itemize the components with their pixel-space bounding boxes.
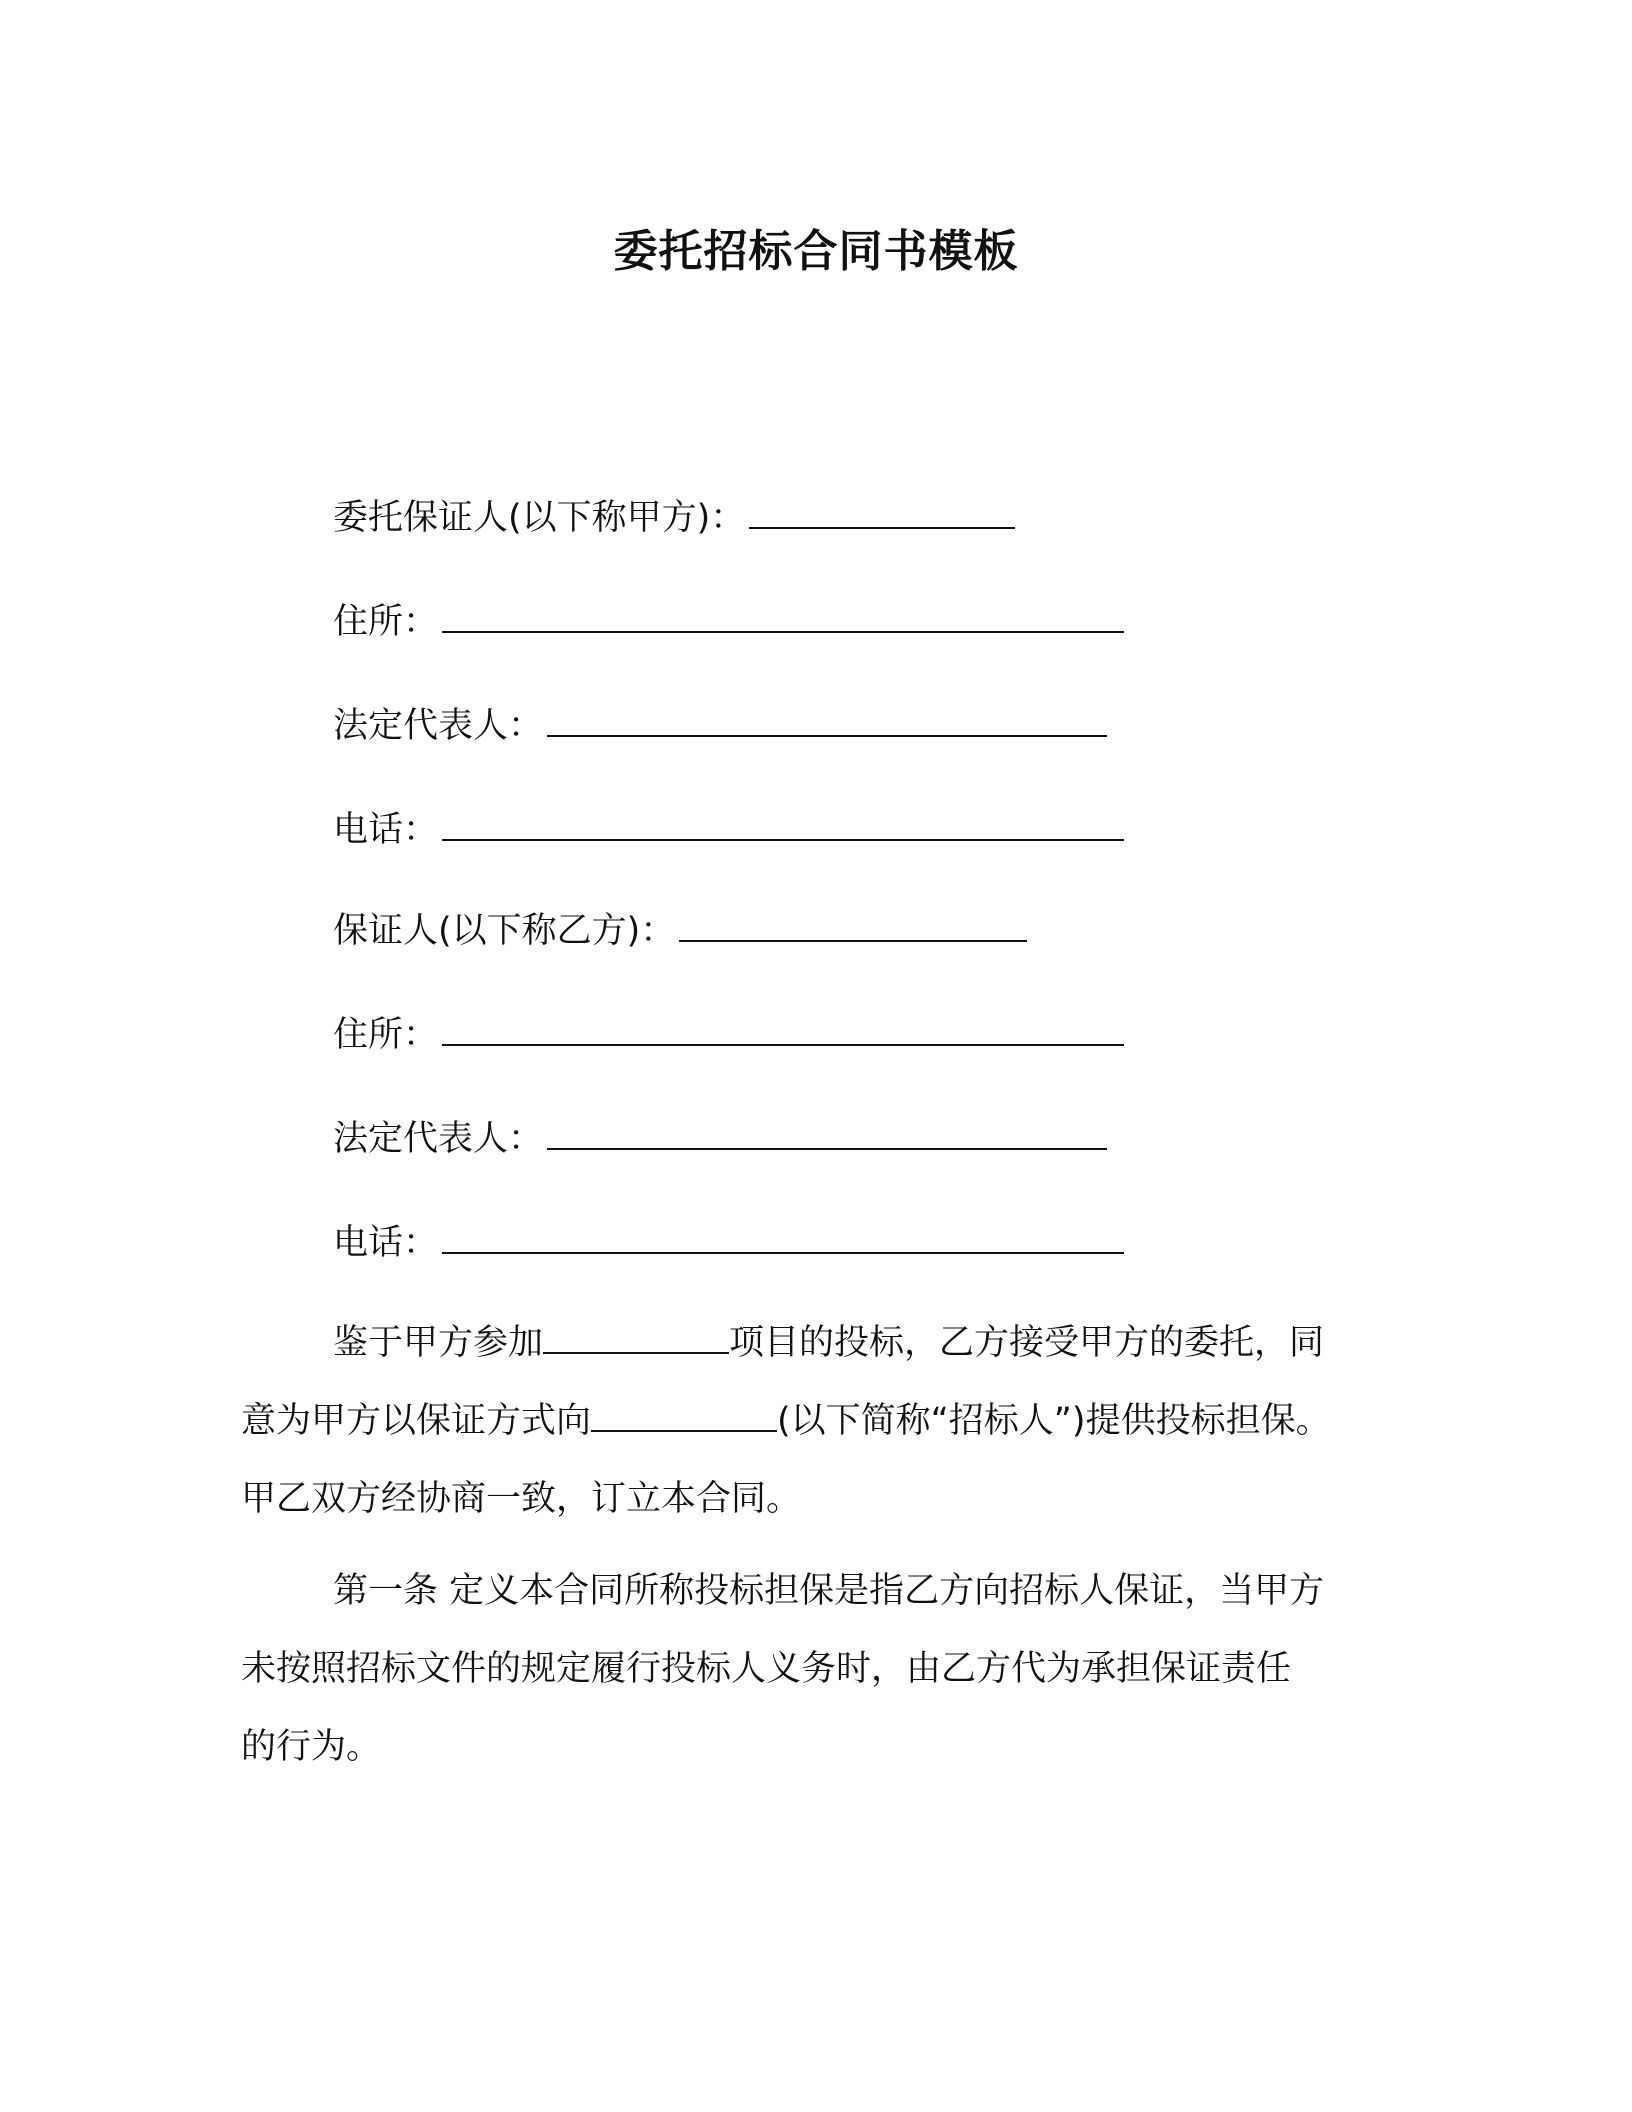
party-b-phone-label: 电话： bbox=[333, 1223, 439, 1263]
article-1-line-3: 的行为。 bbox=[241, 1727, 382, 1767]
party-a-legal-rep-blank[interactable] bbox=[547, 701, 1107, 737]
party-b-legal-rep-field bbox=[333, 1114, 1107, 1164]
article-1-line-2: 未按照招标文件的规定履行投标人义务时，由乙方代为承担保证责任 bbox=[241, 1649, 1292, 1689]
party-b-legal-rep-label: 法定代表人： bbox=[333, 1119, 544, 1159]
party-a-address-blank[interactable] bbox=[442, 597, 1124, 633]
article-1-line-1: 第一条 定义本合同所称投标担保是指乙方向招标人保证，当甲方 bbox=[333, 1571, 1325, 1611]
preamble-paragraph bbox=[241, 1304, 1411, 1538]
preamble-line-1-end: 项目的投标，乙方接受甲方的委托，同 bbox=[729, 1323, 1325, 1363]
party-b-phone-blank[interactable] bbox=[442, 1218, 1124, 1254]
party-b-address-blank[interactable] bbox=[442, 1010, 1124, 1046]
party-a-name-blank[interactable] bbox=[749, 493, 1015, 529]
party-a-name-field bbox=[333, 493, 1015, 543]
preamble-line-2 bbox=[241, 1382, 1411, 1460]
party-a-address-field bbox=[333, 597, 1124, 647]
party-b-name-field bbox=[333, 906, 1027, 956]
preamble-line-1-start: 鉴于甲方参加 bbox=[333, 1323, 544, 1363]
party-b-phone-field bbox=[333, 1218, 1124, 1268]
party-a-legal-rep-field bbox=[333, 701, 1107, 751]
party-b-name-label: 保证人(以下称乙方)： bbox=[333, 911, 676, 951]
preamble-line-2-start: 意为甲方以保证方式向 bbox=[241, 1401, 592, 1441]
party-a-phone-blank[interactable] bbox=[442, 805, 1124, 841]
document-title: 委托招标合同书模板 bbox=[613, 226, 1019, 277]
preamble-line-3: 甲乙双方经协商一致，订立本合同。 bbox=[241, 1479, 802, 1519]
preamble-line-2-end: (以下简称“招标人”)提供投标担保。 bbox=[777, 1401, 1331, 1441]
party-b-legal-rep-blank[interactable] bbox=[547, 1114, 1107, 1150]
party-a-name-label: 委托保证人(以下称甲方)： bbox=[333, 498, 746, 538]
party-b-name-blank[interactable] bbox=[679, 906, 1027, 942]
party-a-legal-rep-label: 法定代表人： bbox=[333, 706, 544, 746]
tenderer-name-blank[interactable] bbox=[591, 1400, 777, 1432]
article-1-paragraph bbox=[241, 1552, 1411, 1786]
project-name-blank[interactable] bbox=[543, 1322, 729, 1354]
party-a-phone-field bbox=[333, 805, 1124, 855]
party-a-phone-label: 电话： bbox=[333, 810, 439, 850]
party-b-address-field bbox=[333, 1010, 1124, 1060]
party-a-address-label: 住所： bbox=[333, 602, 439, 642]
party-b-address-label: 住所： bbox=[333, 1015, 439, 1055]
preamble-line-1 bbox=[241, 1304, 1411, 1382]
